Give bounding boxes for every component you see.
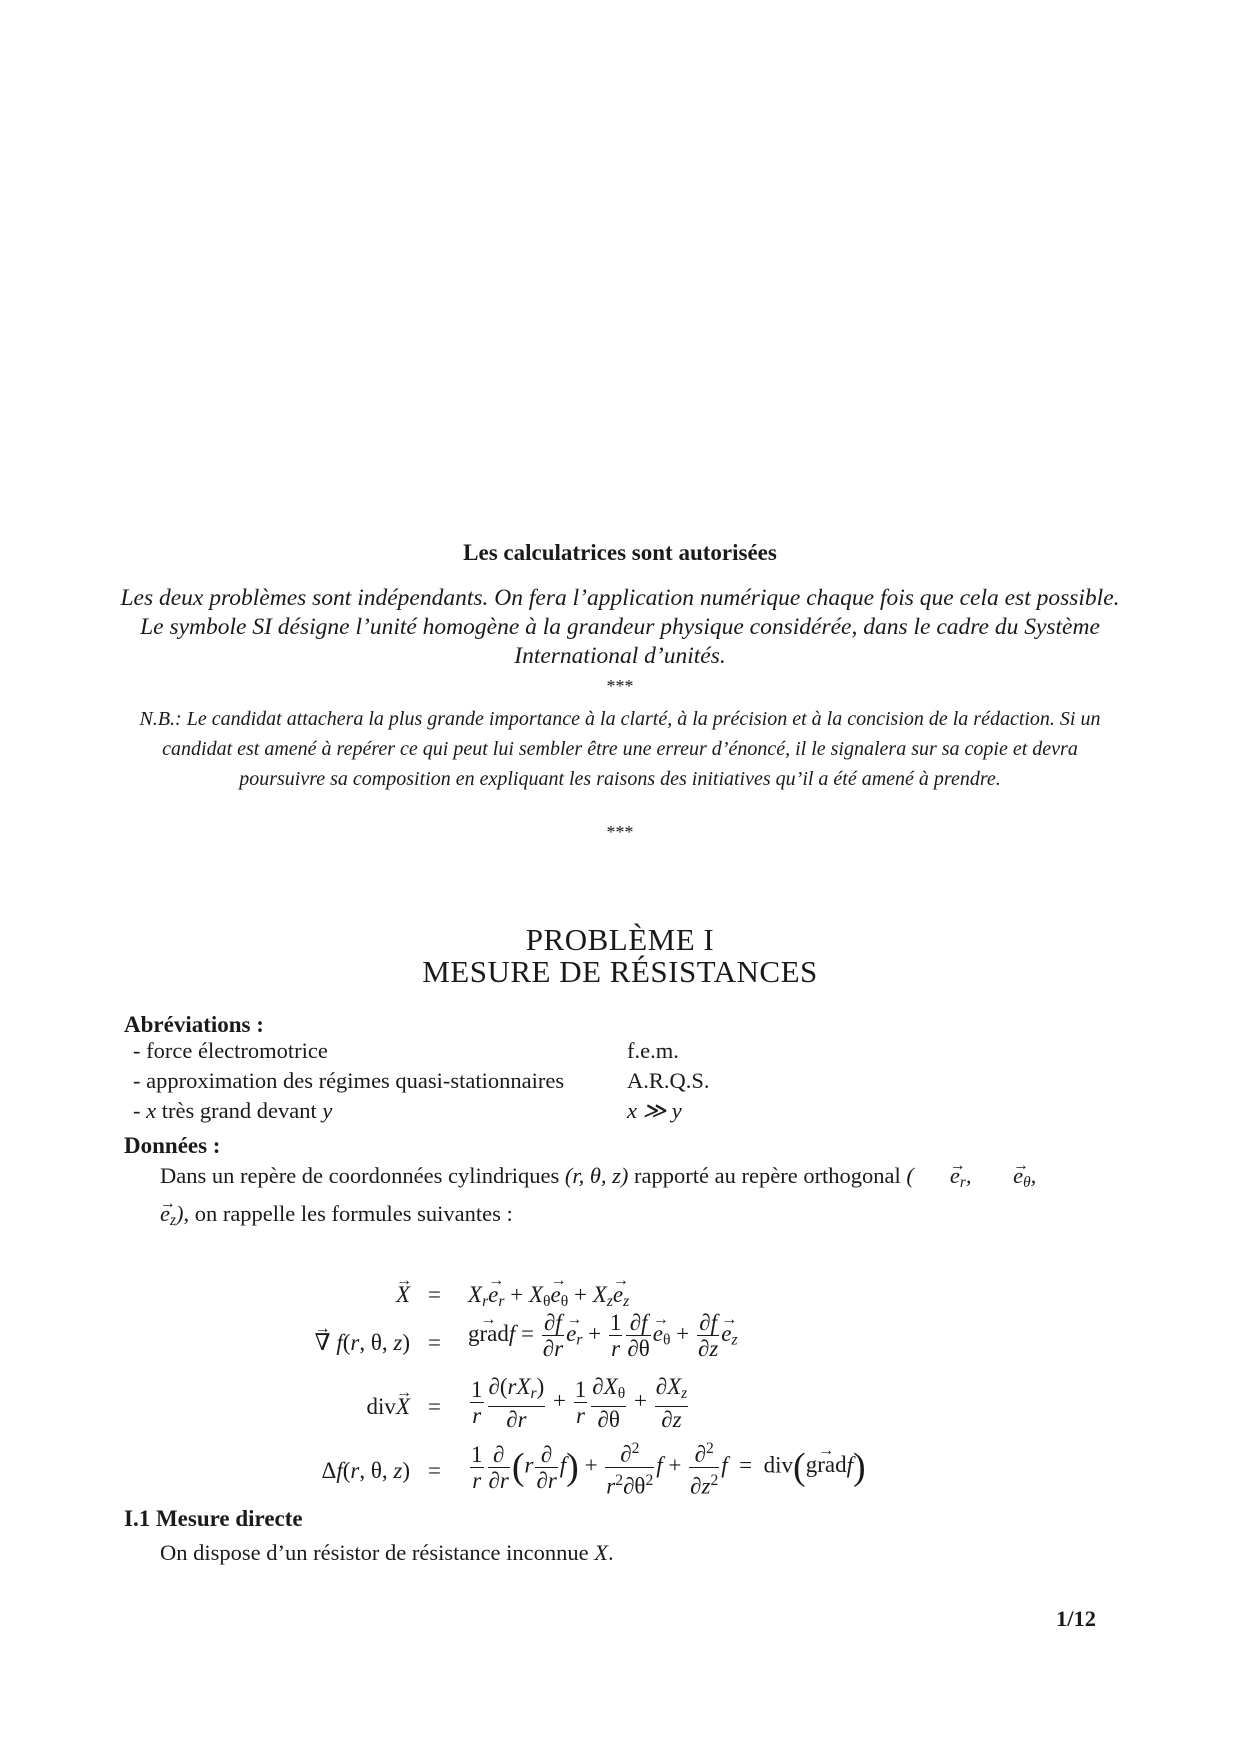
section-end: . (608, 1540, 614, 1565)
formula-1-eq: = (428, 1282, 441, 1307)
abbr-mid: très grand devant (156, 1098, 323, 1123)
abbr-value: f.e.m. (627, 1038, 679, 1063)
table-row (133, 1098, 710, 1128)
formula-3-eq: = (428, 1394, 441, 1419)
problem-subtitle: MESURE DE RÉSISTANCES (422, 954, 818, 989)
nb-paragraph: N.B.: Le candidat attachera la plus grande importance à la clarté, à la précision et à la concision de la rédaction. Si un candidat est amené à repérer ce qui peut lui sembler être une erreur d’énoncé, il le signalera sur sa copie et devra poursuivre sa composition en expliquant les raisons des initiatives qu’il a été amené à prendre. (139, 708, 1101, 790)
formula-2-eq: = (428, 1330, 441, 1355)
abbr-var-x: x (146, 1098, 157, 1123)
abbreviations-table (133, 1038, 710, 1128)
donnees-text-c: , on rappelle les formules suivantes : (183, 1200, 513, 1226)
abbreviations-heading: Abréviations : (124, 1012, 264, 1037)
table-row (133, 1068, 710, 1098)
div-word-2: div (763, 1452, 794, 1478)
section-heading: I.1 Mesure directe (124, 1506, 303, 1531)
grad-word-2: grad → (806, 1452, 847, 1478)
problem-title (0, 924, 1240, 988)
calculators-notice: Les calculatrices sont autorisées (463, 540, 777, 565)
section-paragraph (160, 1540, 614, 1566)
formula-4-rhs: $\frac{1}{r}$ $\frac{\partial}{\partial r}$ (r $\frac{\partial}{\partial r}$ f) + $\frac{\partial^2}{r^2\partial\theta^2}$ f + $\frac{\partial^2}{\partial z^2}$ f = div(grad →f) (468, 1436, 866, 1498)
donnees-text-b: rapporté au repère orthogonal (628, 1163, 907, 1188)
donnees-paragraph (124, 1160, 1084, 1236)
abbr-value: x ≫ y (627, 1098, 682, 1123)
formula-4-lhs: Δf(r, θ, z) (321, 1458, 410, 1483)
formula-1-lhs: X → (210, 1282, 410, 1308)
grad-word: grad → (468, 1321, 509, 1347)
basis-vectors: ( $e \to_r$, $e \to_\theta$, $e \to_z$) (124, 1163, 1036, 1226)
formula-4-eq: = (428, 1458, 441, 1483)
section-var: X (594, 1540, 609, 1565)
formula-2-rhs: grad →f = $\frac{\partial f}{\partial r}$ $e \to_r$ + $\frac{1}{r}$ $\frac{\partial f}{\partial\theta}$ $e \to_\theta$ + $\frac{\partial f}{\partial z}$ $e \to_z$ (468, 1310, 738, 1361)
table-row (133, 1038, 710, 1068)
problem-number: PROBLÈME I (525, 922, 715, 957)
separator-stars-2: *** (606, 822, 634, 842)
donnees-heading: Données : (124, 1133, 221, 1158)
donnees-text-a: Dans un repère de coordonnées cylindriques (160, 1163, 565, 1188)
formula-2-lhs: ∇ → f(r, θ, z) (210, 1330, 410, 1356)
abbr-var-y: y (322, 1098, 333, 1123)
abbr-term: - force électromotrice (133, 1038, 328, 1063)
intro-paragraph (120, 584, 1120, 701)
formula-3-rhs: $\frac{1}{r}$ $\frac{\partial(rX_r)}{\partial r}$ + $\frac{1}{r}$ $\frac{\partial X_\theta}{\partial\theta}$ + $\frac{\partial X_z}{\partial z}$ (471, 1374, 688, 1432)
div-word: div (366, 1394, 396, 1419)
abbr-term: - approximation des régimes quasi-stationnaires (133, 1068, 565, 1093)
abbr-value: A.R.Q.S. (627, 1068, 710, 1093)
abbr-term (133, 1098, 617, 1128)
separator-stars: *** (606, 676, 634, 696)
intro-text: Les deux problèmes sont indépendants. On fera l’application numérique chaque fois que cela est possible. Le symbole SI désigne l’unité homogène à la grandeur physique considérée, dans le cadre du Système International d’unités. (120, 585, 1120, 669)
section-text: On dispose d’un résistor de résistance inconnue (160, 1540, 595, 1565)
abbr-prefix: - (133, 1098, 147, 1123)
donnees-coords: (r, θ, z) (564, 1163, 629, 1188)
formula-3-lhs: divX → (210, 1394, 410, 1420)
formula-1-rhs: $X_re \to_r + X_\theta e \to_\theta + X_ze \to_z$ (468, 1282, 629, 1311)
page-number: 1/12 (1056, 1606, 1097, 1631)
